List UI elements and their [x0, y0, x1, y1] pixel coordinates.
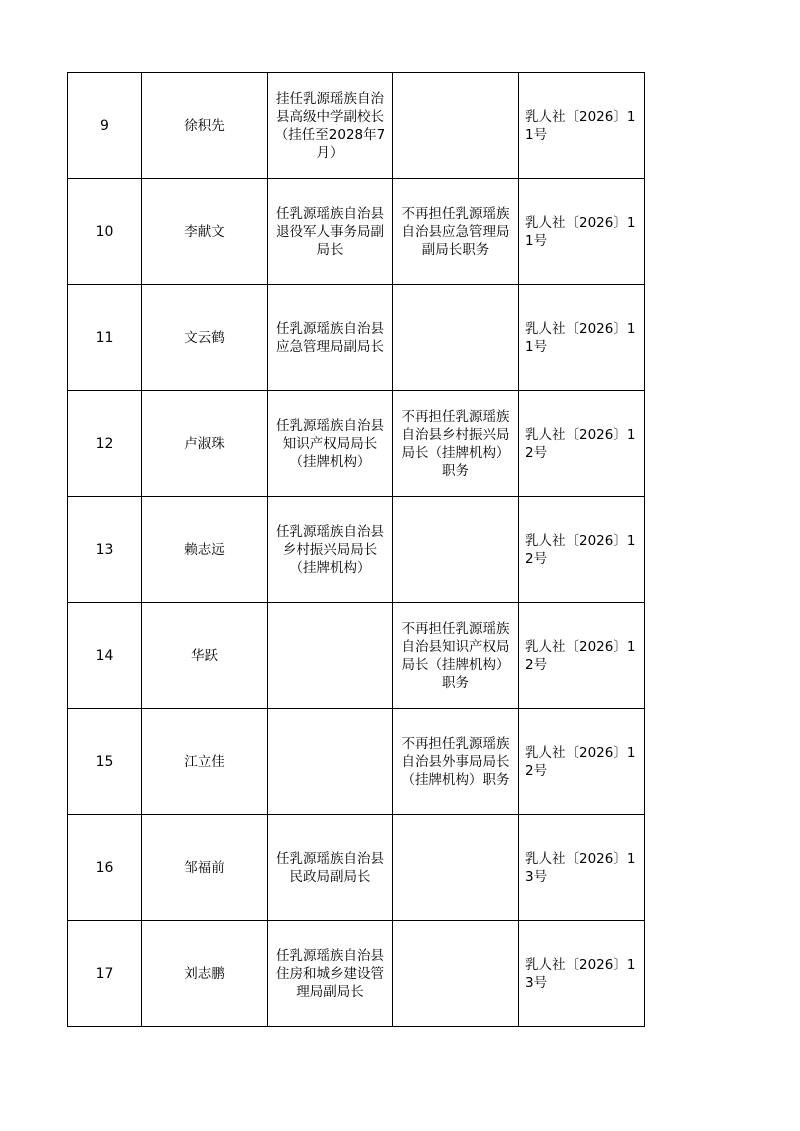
document-number: 乳人社〔2026〕12号 [519, 391, 645, 497]
removal-text: 不再担任乳源瑶族自治县外事局局长（挂牌机构）职务 [393, 709, 519, 815]
table-row [68, 815, 645, 921]
removal-text [393, 921, 519, 1027]
appointment-text: 任乳源瑶族自治县退役军人事务局副局长 [268, 179, 393, 285]
appointment-text: 挂任乳源瑶族自治县高级中学副校长（挂任至2028年7月） [268, 73, 393, 179]
person-name: 文云鹤 [142, 285, 268, 391]
person-name: 邹福前 [142, 815, 268, 921]
person-name: 徐积先 [142, 73, 268, 179]
row-number: 10 [68, 179, 142, 285]
removal-text: 不再担任乳源瑶族自治县乡村振兴局局长（挂牌机构）职务 [393, 391, 519, 497]
appointment-text [268, 603, 393, 709]
table-row [68, 179, 645, 285]
removal-text [393, 815, 519, 921]
appointment-text: 任乳源瑶族自治县应急管理局副局长 [268, 285, 393, 391]
appointment-text: 任乳源瑶族自治县知识产权局局长（挂牌机构） [268, 391, 393, 497]
document-number: 乳人社〔2026〕13号 [519, 815, 645, 921]
person-name: 刘志鹏 [142, 921, 268, 1027]
row-number: 9 [68, 73, 142, 179]
document-number: 乳人社〔2026〕13号 [519, 921, 645, 1027]
row-number: 12 [68, 391, 142, 497]
person-name: 江立佳 [142, 709, 268, 815]
document-number: 乳人社〔2026〕12号 [519, 603, 645, 709]
person-name: 卢淑珠 [142, 391, 268, 497]
row-number: 11 [68, 285, 142, 391]
appointment-text [268, 709, 393, 815]
person-name: 李献文 [142, 179, 268, 285]
removal-text: 不再担任乳源瑶族自治县知识产权局局长（挂牌机构）职务 [393, 603, 519, 709]
document-number: 乳人社〔2026〕11号 [519, 179, 645, 285]
appointment-table [67, 72, 645, 1027]
table-row [68, 391, 645, 497]
table-row [68, 921, 645, 1027]
person-name: 赖志远 [142, 497, 268, 603]
removal-text [393, 285, 519, 391]
person-name: 华跃 [142, 603, 268, 709]
row-number: 13 [68, 497, 142, 603]
appointment-text: 任乳源瑶族自治县乡村振兴局局长（挂牌机构） [268, 497, 393, 603]
removal-text [393, 497, 519, 603]
row-number: 15 [68, 709, 142, 815]
table-row [68, 73, 645, 179]
row-number: 17 [68, 921, 142, 1027]
appointment-table-body [68, 73, 645, 1027]
row-number: 14 [68, 603, 142, 709]
table-row [68, 709, 645, 815]
removal-text [393, 73, 519, 179]
document-number: 乳人社〔2026〕11号 [519, 73, 645, 179]
document-number: 乳人社〔2026〕12号 [519, 497, 645, 603]
document-number: 乳人社〔2026〕11号 [519, 285, 645, 391]
document-number: 乳人社〔2026〕12号 [519, 709, 645, 815]
table-row [68, 285, 645, 391]
table-row [68, 603, 645, 709]
row-number: 16 [68, 815, 142, 921]
appointment-text: 任乳源瑶族自治县住房和城乡建设管理局副局长 [268, 921, 393, 1027]
appointment-text: 任乳源瑶族自治县民政局副局长 [268, 815, 393, 921]
table-row [68, 497, 645, 603]
removal-text: 不再担任乳源瑶族自治县应急管理局副局长职务 [393, 179, 519, 285]
